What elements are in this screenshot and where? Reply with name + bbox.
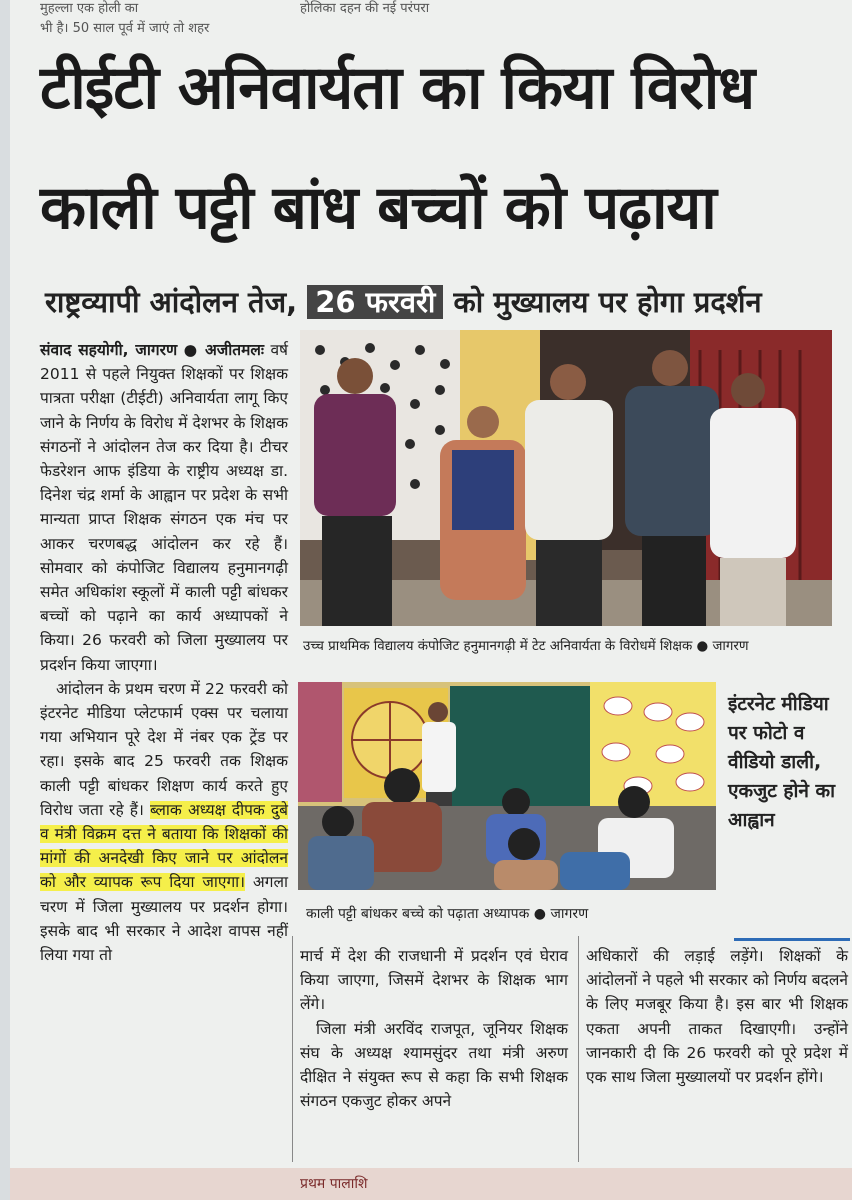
article-column-1 (40, 338, 288, 967)
paragraph: जिला मंत्री अरविंद राजपूत, जूनियर शिक्षक संघ के अध्यक्ष श्यामसुंदर तथा मंत्री अरुण दीक्षित ने संयुक्त रूप से कहा कि सभी शिक्षक संगठन एकजुट होकर अपने (300, 1019, 568, 1111)
paragraph: मार्च में देश की राजधानी में प्रदर्शन एवं घेराव किया जाएगा, जिसमें देशभर के शिक्षक भाग लेंगे। (300, 947, 568, 1014)
photo-teachers-group (300, 330, 832, 626)
newspaper-page (10, 0, 852, 1200)
subheadline (45, 282, 762, 322)
column-divider (292, 936, 293, 1162)
headline-line-2: काली पट्टी बांध बच्चों को पढ़ाया (40, 173, 716, 243)
dateline-place: अजीतमलः (204, 341, 265, 359)
subheadline-text: राष्ट्रव्यापी आंदोलन तेज, (45, 285, 298, 319)
photo-teachers-group-caption: उच्च प्राथमिक विद्यालय कंपोजिट हनुमानगढ़ी में टेट अनिवार्यता के विरोधमें शिक्षक ● जागरण (303, 639, 749, 654)
article-column-3 (586, 944, 848, 1089)
paragraph: वर्ष 2011 से पहले नियुक्त शिक्षकों पर शिक्षक पात्रता परीक्षा (टीईटी) अनिवार्यता लागू किए जाने के निर्णय के विरोध में देशभर के शिक्षक संगठनों ने आंदोलन तेज कर दिया है। टीचर फेडरेशन आफ इंडिया के राष्ट्रीय अध्यक्ष डा. दिनेश चंद्र शर्मा के आह्वान पर प्रदेश के सभी मान्यता प्राप्त शिक्षक संगठन एक मंच पर आकर चरणबद्ध आंदोलन कर रहे हैं। सोमवार को कंपोजिट विद्यालय हनुमानगढ़ी समेत अधिकांश स्कूलों में काली पट्टी बांधकर बच्चों को पढ़ाने का कार्य अध्यापकों ने किया। 26 फरवरी को जिला मुख्यालय पर प्रदर्शन किया जाएगा। (40, 341, 289, 674)
article-column-2 (300, 944, 568, 1113)
subheadline-date-highlight: 26 फरवरी (307, 285, 443, 319)
paragraph: अधिकारों की लड़ाई लड़ेंगे। शिक्षकों के आंदोलनों ने पहले भी सरकार को निर्णय बदलने के लिए मजबूर किया है। इस बार भी शिक्षक एकता अपनी ताकत दिखाएगी। उन्होंने जानकारी दी कि 26 फरवरी को पूरे प्रदेश में एक साथ जिला मुख्यालयों पर प्रदर्शन होंगे। (586, 947, 848, 1087)
previous-article-line: मुहल्ला एक होली का (40, 1, 139, 16)
previous-article-line: भी है। 50 साल पूर्व में जाएं तो शहर (40, 21, 210, 36)
column-divider (578, 936, 579, 1162)
headline-line-1: टीईटी अनिवार्यता का किया विरोध (40, 53, 755, 123)
photo-teachers-group-image (300, 330, 832, 626)
next-article-strip (10, 1168, 852, 1200)
pull-quote: इंटरनेट मीडिया पर फोटो व वीडियो डाली, एकजुट होने का आह्वान (728, 693, 836, 831)
previous-article-line: होलिका दहन की नई परंपरा (300, 1, 430, 16)
subheadline-text: को मुख्यालय पर होगा प्रदर्शन (453, 285, 762, 319)
accent-rule (734, 938, 850, 941)
photo-teacher-classroom-caption: काली पट्टी बांधकर बच्चे को पढ़ाता अध्यापक ● जागरण (306, 906, 589, 922)
dateline-bullet: ● (183, 341, 199, 359)
highlighted-text: ब्लाक अध्यक्ष दीपक दुबे व मंत्री विक्रम दत्त ने बताया कि शिक्षकों की मांगों की अनदेखी किए जाने पर आंदोलन को और व्यापक रूप दिया जाएगा। (40, 800, 288, 892)
paragraph (40, 677, 288, 967)
photo-teacher-classroom-image (298, 682, 716, 890)
dateline (40, 338, 288, 677)
paragraph-text: अगला चरण में जिला मुख्यालय पर प्रदर्शन होगा। इसके बाद भी सरकार ने आदेश वापस नहीं लिया गया तो (40, 873, 288, 965)
dateline-source: संवाद सहयोगी, जागरण (40, 341, 178, 359)
next-article-text: प्रथम पालाशि (300, 1176, 368, 1192)
photo-teacher-classroom (298, 682, 716, 890)
paragraph-text: आंदोलन के प्रथम चरण में 22 फरवरी को इंटरनेट मीडिया प्लेटफार्म एक्स पर चलाया गया अभियान पूरे देश में नंबर एक ट्रेंड पर रहा। इसके बाद 25 फरवरी तक शिक्षक काली पट्टी बांधकर शिक्षण कार्य करते हुए विरोध जता रहे हैं। (40, 679, 288, 819)
previous-article-strip (10, 0, 852, 42)
